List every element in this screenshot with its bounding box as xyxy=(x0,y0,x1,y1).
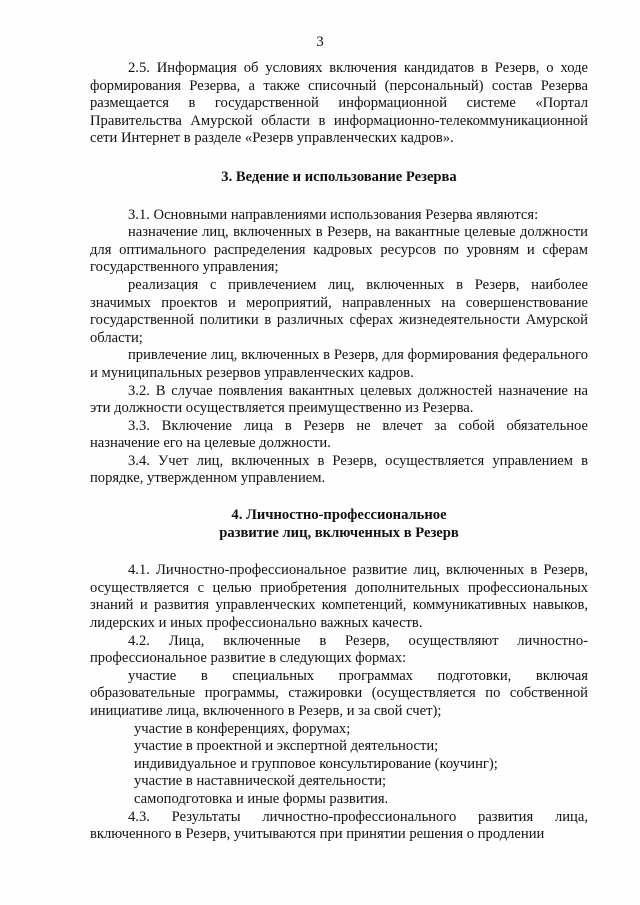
development-form-projects: участие в проектной и экспертной деятельности; xyxy=(134,738,439,755)
paragraph-3-1: 3.1. Основными направлениями использования Резерва являются: xyxy=(128,206,539,223)
paragraph-3-2: 3.2. В случае появления вакантных целевых должностей назначение на эти должности осуществляется преимущественно из Резерва. xyxy=(90,382,588,417)
usage-item-projects: реализация с привлечением лиц, включенных в Резерв, наиболее значимых проектов и мероприятий, направленных на совершенствование государственной политики в различных сферах жизнедеятельности Амурской области; xyxy=(90,276,588,346)
section-4-heading-line-1: 4. Личностно-профессиональное xyxy=(231,507,447,524)
development-form-mentoring: участие в наставнической деятельности; xyxy=(134,773,387,790)
development-form-coaching: индивидуальное и групповое консультирование (коучинг); xyxy=(134,755,498,772)
section-4-heading xyxy=(90,507,588,542)
usage-item-federal-municipal: привлечение лиц, включенных в Резерв, для формирования федерального и муниципальных резервов управленческих кадров. xyxy=(90,347,588,381)
development-form-conferences: участие в конференциях, форумах; xyxy=(134,720,351,737)
paragraph-3-4: 3.4. Учет лиц, включенных в Резерв, осуществляется управлением в порядке, утвержденном управлением. xyxy=(90,452,588,487)
usage-item-appointment: назначение лиц, включенных в Резерв, на вакантные целевые должности для оптимального распределения кадровых ресурсов по уровням и сферам государственного управления; xyxy=(90,224,588,276)
paragraph-4-2: 4.2. Лица, включенные в Резерв, осуществляют личностно-профессиональное развитие в следующих формах: xyxy=(90,632,588,667)
paragraph-2-5: 2.5. Информация об условиях включения кандидатов в Резерв, о ходе формирования Резерва, а также списочный (персональный) состав Резерва размещается в государственной информационной системе «Портал Правительства Амурской области в информационно-телекоммуникационной сети Интернет в разделе «Резерв управленческих кадров». xyxy=(90,60,588,147)
paragraph-4-3: 4.3. Результаты личностно-профессионального развития лица, включенного в Резерв, учитываются при принятии решения о продлении xyxy=(90,808,588,843)
section-3-heading: 3. Ведение и использование Резерва xyxy=(221,168,457,185)
development-form-self-study: самоподготовка и иные формы развития. xyxy=(134,790,389,807)
development-form-programs: участие в специальных программах подготовки, включая образовательные программы, стажировки (осуществляется по собственной инициативе лица, включенного в Резерв, и за свой счет); xyxy=(90,667,588,719)
page-content xyxy=(90,60,588,844)
section-4-heading-line-2: развитие лиц, включенных в Резерв xyxy=(219,524,459,541)
paragraph-4-1: 4.1. Личностно-профессиональное развитие лиц, включенных в Резерв, осуществляется с целью приобретения дополнительных профессиональных знаний и развития управленческих компетенций, коммуникативных навыков, лидерских и иных профессионально важных качеств. xyxy=(90,562,588,632)
page-number: 3 xyxy=(316,34,324,50)
paragraph-3-3: 3.3. Включение лица в Резерв не влечет за собой обязательное назначение его на целевые должности. xyxy=(90,417,588,452)
